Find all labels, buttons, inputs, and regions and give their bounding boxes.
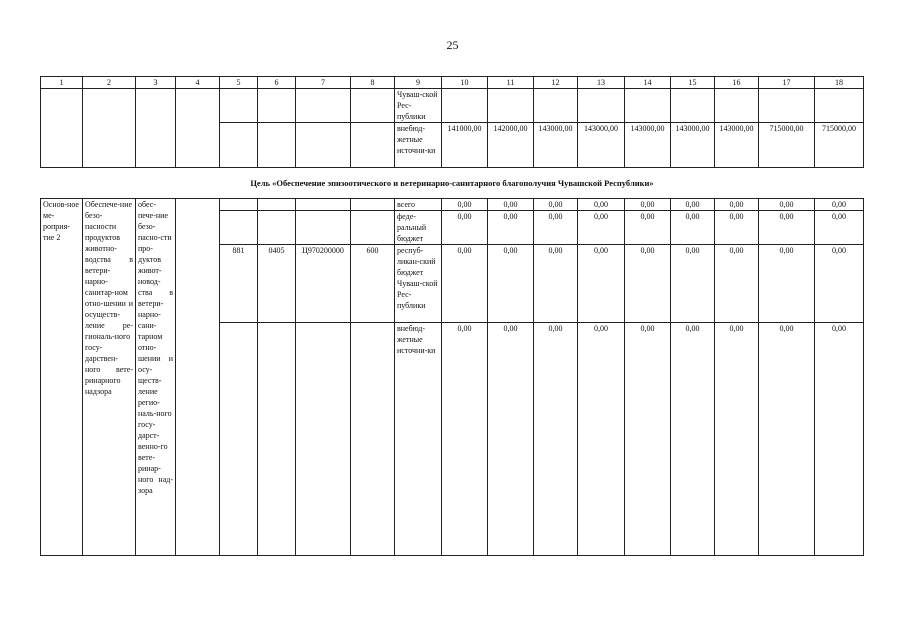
value-cell: 0,00 <box>759 323 815 556</box>
value-cell <box>759 89 815 123</box>
value-cell: 715000,00 <box>759 123 815 168</box>
value-cell: 143000,00 <box>534 123 578 168</box>
event-title: Обеспече-ние безо-пасности продуктов животно-водства в ветери-нарно-санитар-ном отно-шении и осуществ-ление ре-гиональ-ного госу-дарствен-ного вете-ринарного надзора <box>83 199 136 556</box>
column-number: 15 <box>671 77 715 89</box>
column-number: 7 <box>296 77 351 89</box>
value-cell: 0,00 <box>759 199 815 211</box>
column-number: 12 <box>534 77 578 89</box>
value-cell: 0,00 <box>815 211 864 245</box>
value-cell: 0,00 <box>578 211 625 245</box>
value-cell <box>578 89 625 123</box>
value-cell: 0,00 <box>578 199 625 211</box>
code-vr: 600 <box>351 245 395 323</box>
value-cell: 0,00 <box>625 199 671 211</box>
column-number: 1 <box>41 77 83 89</box>
value-cell <box>715 89 759 123</box>
column-number: 5 <box>220 77 258 89</box>
goal-row <box>41 168 864 199</box>
value-cell: 0,00 <box>442 199 488 211</box>
column-numbers-row <box>41 77 864 89</box>
value-cell: 0,00 <box>578 245 625 323</box>
column-number: 8 <box>351 77 395 89</box>
funding-source: Чуваш-ской Рес-публики <box>395 89 442 123</box>
column-number: 6 <box>258 77 296 89</box>
event-indicator: обес-пече-ние безо-пасно-сти про-дуктов живот-новод-ства в ветери-нарно-сани-тарном отно-шении и осу-ществ-ление регио-наль-ного госу-дарст-венно-го вете-ринар-ного над-зора <box>136 199 176 556</box>
value-cell: 142000,00 <box>488 123 534 168</box>
value-cell: 143000,00 <box>671 123 715 168</box>
code-csr: Ц970200000 <box>296 245 351 323</box>
column-number: 2 <box>83 77 136 89</box>
value-cell: 0,00 <box>759 211 815 245</box>
value-cell: 143000,00 <box>625 123 671 168</box>
value-cell: 0,00 <box>534 211 578 245</box>
value-cell: 0,00 <box>442 323 488 556</box>
column-number: 17 <box>759 77 815 89</box>
value-cell: 143000,00 <box>715 123 759 168</box>
value-cell: 141000,00 <box>442 123 488 168</box>
value-cell: 0,00 <box>759 245 815 323</box>
code-rz: 0405 <box>258 245 296 323</box>
column-number: 16 <box>715 77 759 89</box>
value-cell: 0,00 <box>715 245 759 323</box>
value-cell: 0,00 <box>671 323 715 556</box>
funding-source: феде-ральный бюджет <box>395 211 442 245</box>
page-number: 25 <box>446 38 459 52</box>
value-cell: 143000,00 <box>578 123 625 168</box>
column-number: 11 <box>488 77 534 89</box>
value-cell <box>671 89 715 123</box>
column-number: 13 <box>578 77 625 89</box>
value-cell: 0,00 <box>488 323 534 556</box>
value-cell: 0,00 <box>625 211 671 245</box>
value-cell <box>625 89 671 123</box>
column-number: 4 <box>176 77 220 89</box>
value-cell <box>442 89 488 123</box>
value-cell: 0,00 <box>534 199 578 211</box>
goal-title: Цель «Обеспечение эпизоотического и ветеринарно-санитарного благополучия Чувашской Республики» <box>41 168 864 199</box>
value-cell: 0,00 <box>488 245 534 323</box>
column-number: 3 <box>136 77 176 89</box>
value-cell: 0,00 <box>625 245 671 323</box>
event-name: Основ-ное ме-роприя-тие 2 <box>41 199 83 556</box>
funding-source: внебюд-жетные источни-ки <box>395 123 442 168</box>
table-row <box>41 89 864 123</box>
value-cell <box>815 89 864 123</box>
value-cell: 0,00 <box>442 211 488 245</box>
funding-source: внебюд-жетные источни-ки <box>395 323 442 556</box>
value-cell: 0,00 <box>815 199 864 211</box>
funding-source: респуб-ликан-ский бюджет Чуваш-ской Рес-публики <box>395 245 442 323</box>
value-cell: 0,00 <box>442 245 488 323</box>
value-cell: 0,00 <box>715 211 759 245</box>
value-cell: 0,00 <box>671 245 715 323</box>
value-cell: 0,00 <box>534 323 578 556</box>
budget-table <box>40 76 864 556</box>
column-number: 18 <box>815 77 864 89</box>
value-cell: 0,00 <box>488 199 534 211</box>
value-cell: 0,00 <box>671 199 715 211</box>
code-grbs: 881 <box>220 245 258 323</box>
column-number: 10 <box>442 77 488 89</box>
column-number: 14 <box>625 77 671 89</box>
column-number: 9 <box>395 77 442 89</box>
value-cell: 0,00 <box>715 323 759 556</box>
value-cell: 0,00 <box>815 245 864 323</box>
value-cell <box>534 89 578 123</box>
value-cell: 0,00 <box>715 199 759 211</box>
value-cell: 0,00 <box>815 323 864 556</box>
value-cell: 0,00 <box>671 211 715 245</box>
value-cell: 0,00 <box>534 245 578 323</box>
value-cell: 0,00 <box>488 211 534 245</box>
value-cell: 0,00 <box>625 323 671 556</box>
value-cell: 715000,00 <box>815 123 864 168</box>
value-cell: 0,00 <box>578 323 625 556</box>
funding-source: всего <box>395 199 442 211</box>
value-cell <box>488 89 534 123</box>
table-row <box>41 199 864 211</box>
